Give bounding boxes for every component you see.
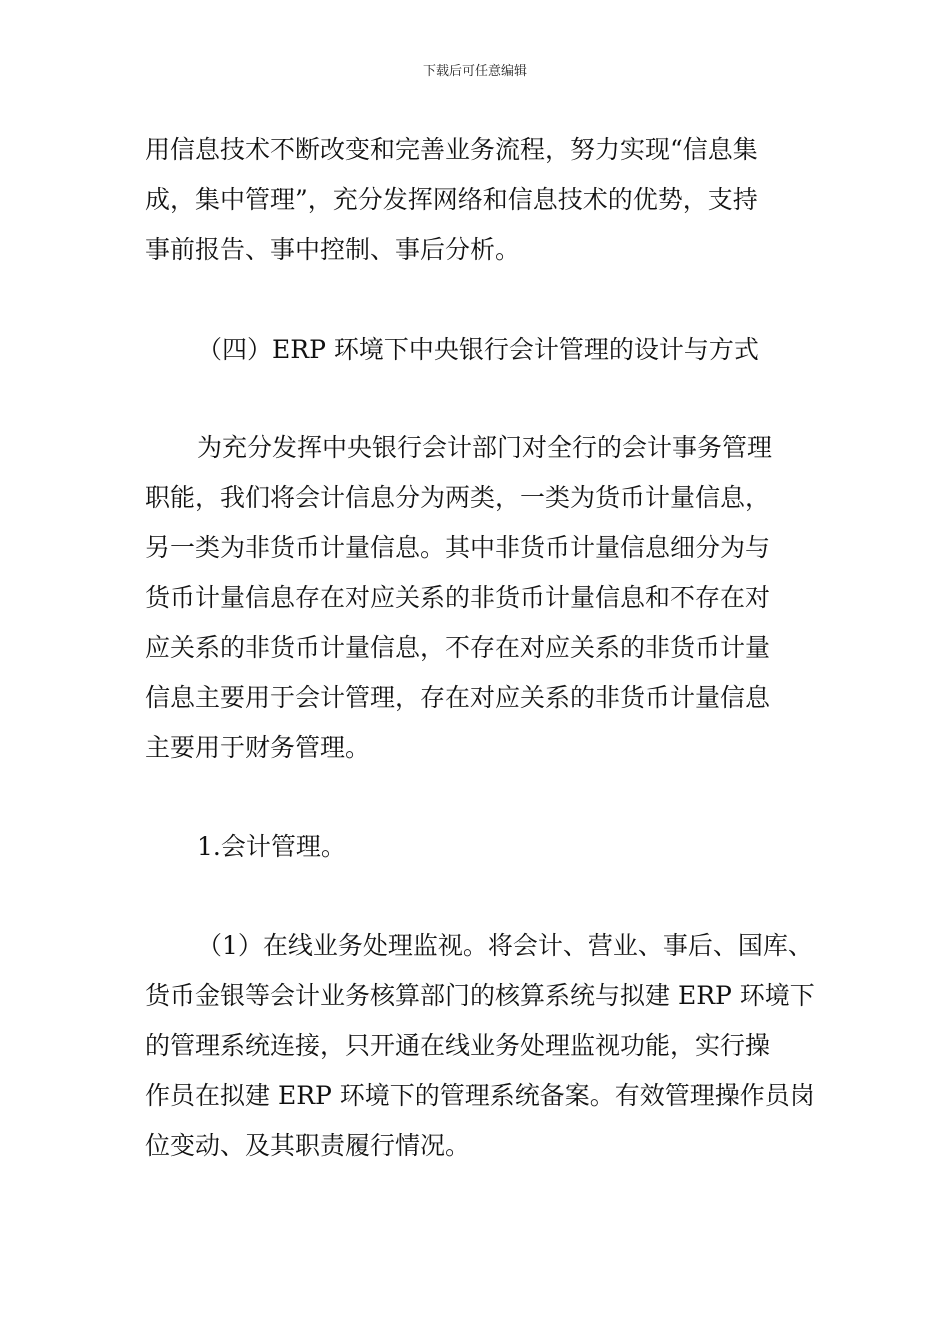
paragraph-5-line-4: 作员在拟建 ERP 环境下的管理系统备案。有效管理操作员岗 <box>145 1081 815 1110</box>
paragraph-5-line-1: （1）在线业务处理监视。将会计、营业、事后、国库、 <box>197 931 813 960</box>
paragraph-3-line-7: 主要用于财务管理。 <box>145 733 371 762</box>
subheading: 1.会计管理。 <box>197 832 346 861</box>
section-heading: （四）ERP 环境下中央银行会计管理的设计与方式 <box>197 335 759 364</box>
paragraph-3-line-6: 信息主要用于会计管理，存在对应关系的非货币计量信息 <box>145 683 771 712</box>
page-header: 下载后可任意编辑 <box>422 64 527 79</box>
paragraph-3-line-4: 货币计量信息存在对应关系的非货币计量信息和不存在对 <box>145 583 771 612</box>
paragraph-3-line-2: 职能，我们将会计信息分为两类，一类为货币计量信息， <box>145 483 771 512</box>
paragraph-5-line-3: 的管理系统连接，只开通在线业务处理监视功能，实行操 <box>145 1031 771 1060</box>
paragraph-1-line-3: 事前报告、事中控制、事后分析。 <box>145 235 521 264</box>
paragraph-5-line-5: 位变动、及其职责履行情况。 <box>145 1131 471 1160</box>
paragraph-3-line-5: 应关系的非货币计量信息，不存在对应关系的非货币计量 <box>145 633 771 662</box>
paragraph-3-line-3: 另一类为非货币计量信息。其中非货币计量信息细分为与 <box>145 533 771 562</box>
paragraph-1-line-2: 成，集中管理”，充分发挥网络和信息技术的优势，支持 <box>145 185 758 214</box>
paragraph-5-line-2: 货币金银等会计业务核算部门的核算系统与拟建 ERP 环境下 <box>145 981 815 1010</box>
paragraph-1-line-1: 用信息技术不断改变和完善业务流程，努力实现“信息集 <box>145 135 758 164</box>
paragraph-3-line-1: 为充分发挥中央银行会计部门对全行的会计事务管理 <box>197 433 773 462</box>
